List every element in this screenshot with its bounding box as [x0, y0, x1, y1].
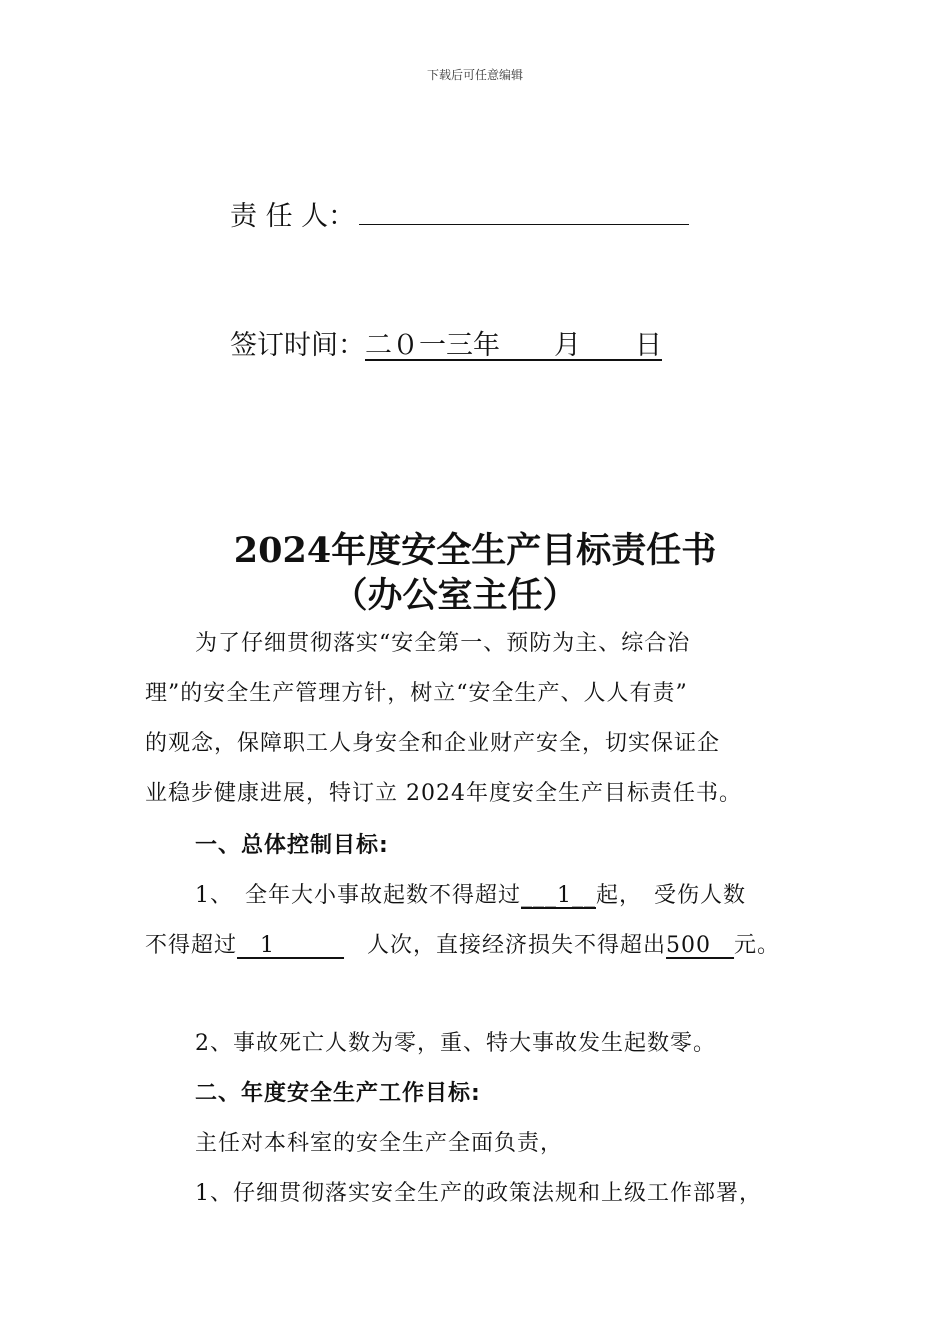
- intro-line-3: 的观念，保障职工人身安全和企业财产安全，切实保证企: [145, 731, 721, 756]
- duty-intro: 主任对本科室的安全生产全面负责，: [195, 1131, 564, 1156]
- date-label: 签订时间：: [230, 330, 365, 361]
- item-1-text-a: 1、 全年大小事故起数不得超过: [195, 883, 521, 908]
- intro-line-1: [195, 626, 805, 657]
- injury-count-blank: 1: [237, 933, 345, 958]
- document-title: 2024年度安全生产目标责任书: [233, 530, 717, 571]
- section-heading-overall-targets: 一、总体控制目标:: [195, 833, 389, 858]
- responsible-person-line: [230, 194, 689, 233]
- date-value: 二０一三年 月 日: [365, 330, 662, 361]
- loss-amount-blank: 500: [666, 933, 735, 958]
- document-subtitle: （办公室主任）: [332, 575, 578, 616]
- intro-line-1-text: 为了仔细贯彻落实“安全第一、预防为主、综合治: [195, 631, 691, 656]
- header-note: 下载后可任意编辑: [426, 68, 523, 82]
- item-1-text-e: 元。: [734, 933, 781, 958]
- item-2: 2、事故死亡人数为零，重、特大事故发生起数零。: [195, 1031, 716, 1056]
- item-1-text-c: 不得超过: [145, 933, 238, 958]
- section-heading-annual-goals: 二、年度安全生产工作目标:: [195, 1081, 481, 1106]
- intro-line-4: 业稳步健康进展，特订立 2024年度安全生产目标责任书。: [145, 781, 742, 806]
- accident-count-blank: ___1__: [521, 883, 596, 908]
- item-1-line-2: [145, 928, 810, 959]
- intro-line-2: 理”的安全生产管理方针，树立“安全生产、人人有责”: [145, 681, 688, 706]
- item-1-text-d: 人次，直接经济损失不得超出: [344, 933, 667, 958]
- signature-blank: [359, 196, 689, 225]
- signing-date-line: [230, 323, 662, 362]
- responsible-label: 责 任 人：: [230, 201, 356, 232]
- item-1-line-1: [195, 878, 860, 909]
- item-1-text-b: 起， 受伤人数: [596, 883, 747, 908]
- duty-item-1: 1、仔细贯彻落实安全生产的政策法规和上级工作部署，: [195, 1181, 762, 1206]
